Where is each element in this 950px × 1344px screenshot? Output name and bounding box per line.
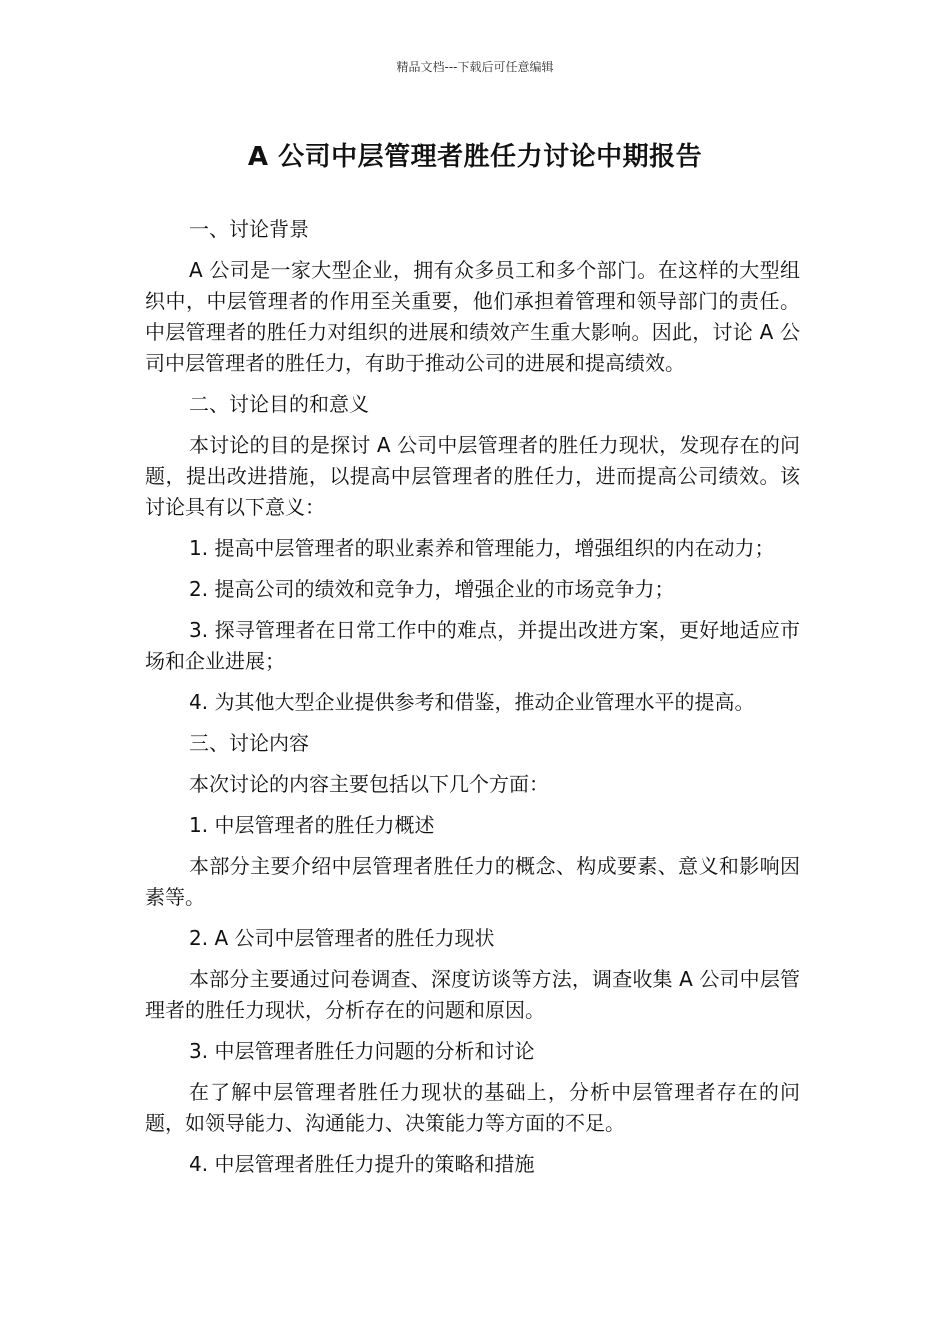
- list-item-significance-3: 3. 探寻管理者在日常工作中的难点，并提出改进方案，更好地适应市场和企业进展；: [145, 618, 800, 673]
- paragraph-subsection-2: 本部分主要通过问卷调查、深度访谈等方法，调查收集 A 公司中层管理者的胜任力现状，分析存在的问题和原因。: [145, 967, 800, 1022]
- paragraph-purpose: 本讨论的目的是探讨 A 公司中层管理者的胜任力现状，发现存在的问题，提出改进措施，以提高中层管理者的胜任力，进而提高公司绩效。该讨论具有以下意义：: [145, 433, 800, 519]
- section-heading-content: 三、讨论内容: [189, 731, 309, 755]
- section-heading-background: 一、讨论背景: [189, 217, 309, 241]
- subsection-heading-2: 2. A 公司中层管理者的胜任力现状: [189, 926, 495, 950]
- paragraph-subsection-3: 在了解中层管理者胜任力现状的基础上，分析中层管理者存在的问题，如领导能力、沟通能力、决策能力等方面的不足。: [145, 1080, 800, 1135]
- subsection-heading-3: 3. 中层管理者胜任力问题的分析和讨论: [189, 1039, 535, 1063]
- subsection-heading-4: 4. 中层管理者胜任力提升的策略和措施: [189, 1152, 535, 1176]
- document-body: [145, 214, 800, 1190]
- paragraph-content-intro: 本次讨论的内容主要包括以下几个方面：: [189, 772, 549, 796]
- subsection-heading-1: 1. 中层管理者的胜任力概述: [189, 813, 435, 837]
- document-title: A 公司中层管理者胜任力讨论中期报告: [247, 142, 703, 172]
- paragraph-background: A 公司是一家大型企业，拥有众多员工和多个部门。在这样的大型组织中，中层管理者的作用至关重要，他们承担着管理和领导部门的责任。中层管理者的胜任力对组织的进展和绩效产生重大影响。因此，讨论 A 公司中层管理者的胜任力，有助于推动公司的进展和提高绩效。: [145, 258, 800, 375]
- list-item-significance-4: 4. 为其他大型企业提供参考和借鉴，推动企业管理水平的提高。: [189, 690, 755, 714]
- header-note: 精品文档---下载后可任意编辑: [396, 60, 554, 74]
- list-item-significance-1: 1. 提高中层管理者的职业素养和管理能力，增强组织的内在动力；: [189, 536, 775, 560]
- section-heading-purpose: 二、讨论目的和意义: [189, 392, 369, 416]
- list-item-significance-2: 2. 提高公司的绩效和竞争力，增强企业的市场竞争力；: [189, 577, 675, 601]
- paragraph-subsection-1: 本部分主要介绍中层管理者胜任力的概念、构成要素、意义和影响因素等。: [145, 854, 800, 909]
